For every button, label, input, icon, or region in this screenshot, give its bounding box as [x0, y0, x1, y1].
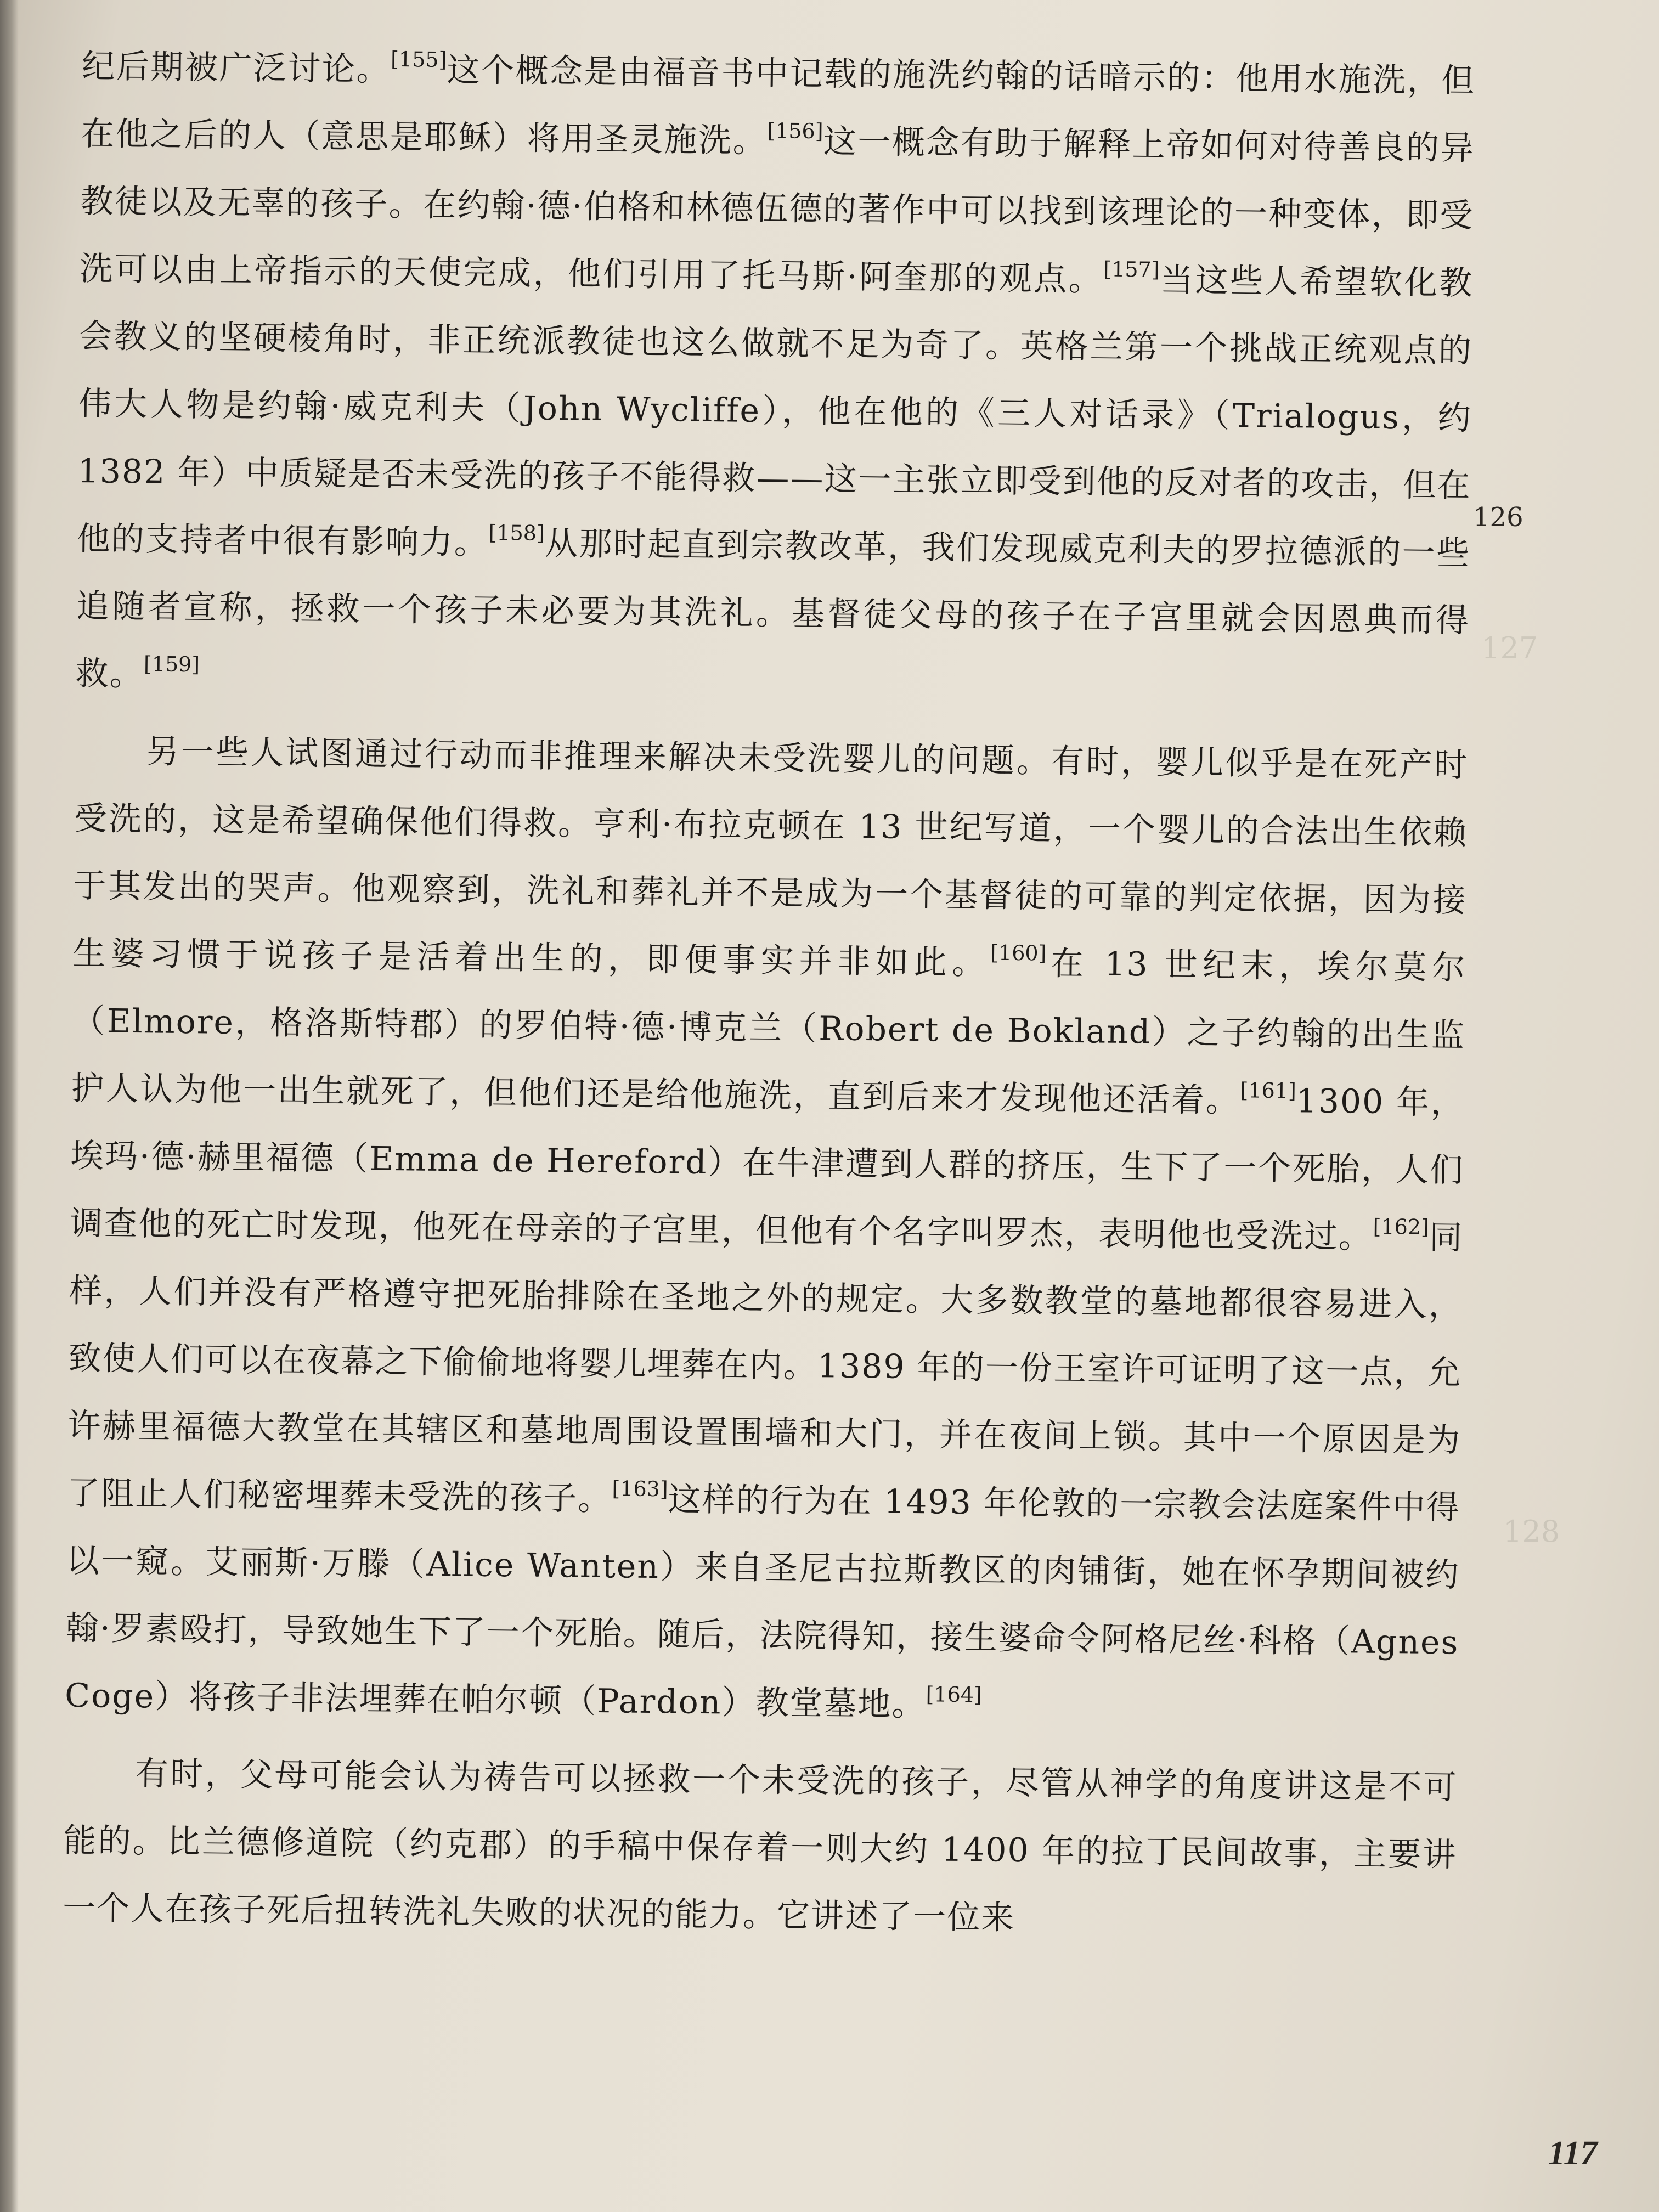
text-run: 纪后期被广泛讨论。	[81, 47, 391, 89]
book-spine-shadow	[0, 0, 19, 2212]
text-run: 当这些人希望软化教会教义的坚硬棱角时，非正统派教徒也这么做就不足为奇了。英格兰第一个挑战正统观点的伟大人物是约翰·威克利夫（John Wycliffe），他在他的《三人对话录》（Trialogus，约 1382 年）中质疑是否未受洗的孩子不能得救——这一主张立即受到他的反对者的攻击，但在他的支持者中很有影响力。	[76, 261, 1474, 562]
bleed-through-number: 127	[1481, 631, 1538, 665]
margin-page-reference: 126	[1473, 502, 1523, 533]
footnote-reference: [155]	[390, 47, 447, 72]
text-run: 从那时起直到宗教改革，我们发现威克利夫的罗拉德派的一些追随者宣称，拯救一个孩子未必要为其洗礼。基督徒父母的孩子在子宫里就会因恩典而得救。	[75, 524, 1471, 694]
footnote-reference: [164]	[926, 1682, 983, 1707]
text-run: 这个概念是由福音书中记载的施洗约翰的话暗示的：他用水施洗，但在他之后的人（意思是耶稣）将用圣灵施洗。	[81, 50, 1476, 161]
text-run: 有时，父母可能会认为祷告可以拯救一个未受洗的孩子，尽管从神学的角度讲这是不可能的。比兰德修道院（约克郡）的手稿中保存着一则大约 1400 年的拉丁民间故事，主要讲一个人在孩子死后扭转洗礼失败的状况的能力。它讲述了一位来	[62, 1754, 1458, 1937]
paragraph-1	[75, 33, 1476, 723]
bleed-through-number: 128	[1503, 1514, 1560, 1549]
footnote-reference: [157]	[1103, 257, 1160, 282]
text-run: 这一概念有助于解释上帝如何对待善良的异教徒以及无辜的孩子。在约翰·德·伯格和林德伍德的著作中可以找到该理论的一种变体，即受洗可以由上帝指示的天使完成，他们引用了托马斯·阿奎那的观点。	[80, 122, 1475, 299]
footnote-reference: [159]	[143, 652, 200, 677]
text-run: 1300 年，埃玛·德·赫里福德（Emma de Hereford）在牛津遭到人群的挤压，生下了一个死胎，人们调查他的死亡时发现，他死在母亲的子宫里，但他有个名字叫罗杰，表明他也受洗过。	[69, 1082, 1465, 1256]
text-run: 这样的行为在 1493 年伦敦的一宗教会法庭案件中得以一窥。艾丽斯·万滕（Alice Wanten）来自圣尼古拉斯教区的肉铺街，她在怀孕期间被约翰·罗素殴打，导致她生下了一个死胎。随后，法院得知，接生婆命令阿格尼丝·科格（Agnes Coge）将孩子非法埋葬在帕尔顿（Pardon）教堂墓地。	[64, 1480, 1461, 1724]
paragraph-2	[65, 718, 1469, 1744]
page-number: 117	[1548, 2135, 1598, 2172]
body-text	[63, 33, 1476, 1956]
footnote-reference: [156]	[767, 119, 823, 144]
paragraph-3	[63, 1740, 1458, 1957]
footnote-reference: [162]	[1373, 1214, 1430, 1239]
text-run: 在 13 世纪末，埃尔莫尔（Elmore，格洛斯特郡）的罗伯特·德·博克兰（Robert de Bokland）之子约翰的出生监护人认为他一出生就死了，但他们还是给他施洗，直到后来才发现他还活着。	[71, 944, 1466, 1120]
text-run: 同样，人们并没有严格遵守把死胎排除在圣地之外的规定。大多数教堂的墓地都很容易进入，致使人们可以在夜幕之下偷偷地将婴儿埋葬在内。1389 年的一份王室许可证明了这一点，允许赫里福德大教堂在其辖区和墓地周围设置围墙和大门，并在夜间上锁。其中一个原因是为了阻止人们秘密埋葬未受洗的孩子。	[66, 1218, 1464, 1519]
footnote-reference: [160]	[990, 940, 1047, 966]
footnote-reference: [163]	[612, 1476, 668, 1502]
text-run: 另一些人试图通过行动而非推理来解决未受洗婴儿的问题。有时，婴儿似乎是在死产时受洗的，这是希望确保他们得救。亨利·布拉克顿在 13 世纪写道，一个婴儿的合法出生依赖于其发出的哭声。他观察到，洗礼和葬礼并不是成为一个基督徒的可靠的判定依据，因为接生婆习惯于说孩子是活着出生的，即便事实并非如此。	[72, 732, 1469, 983]
footnote-reference: [161]	[1240, 1078, 1297, 1103]
footnote-reference: [158]	[488, 520, 545, 545]
